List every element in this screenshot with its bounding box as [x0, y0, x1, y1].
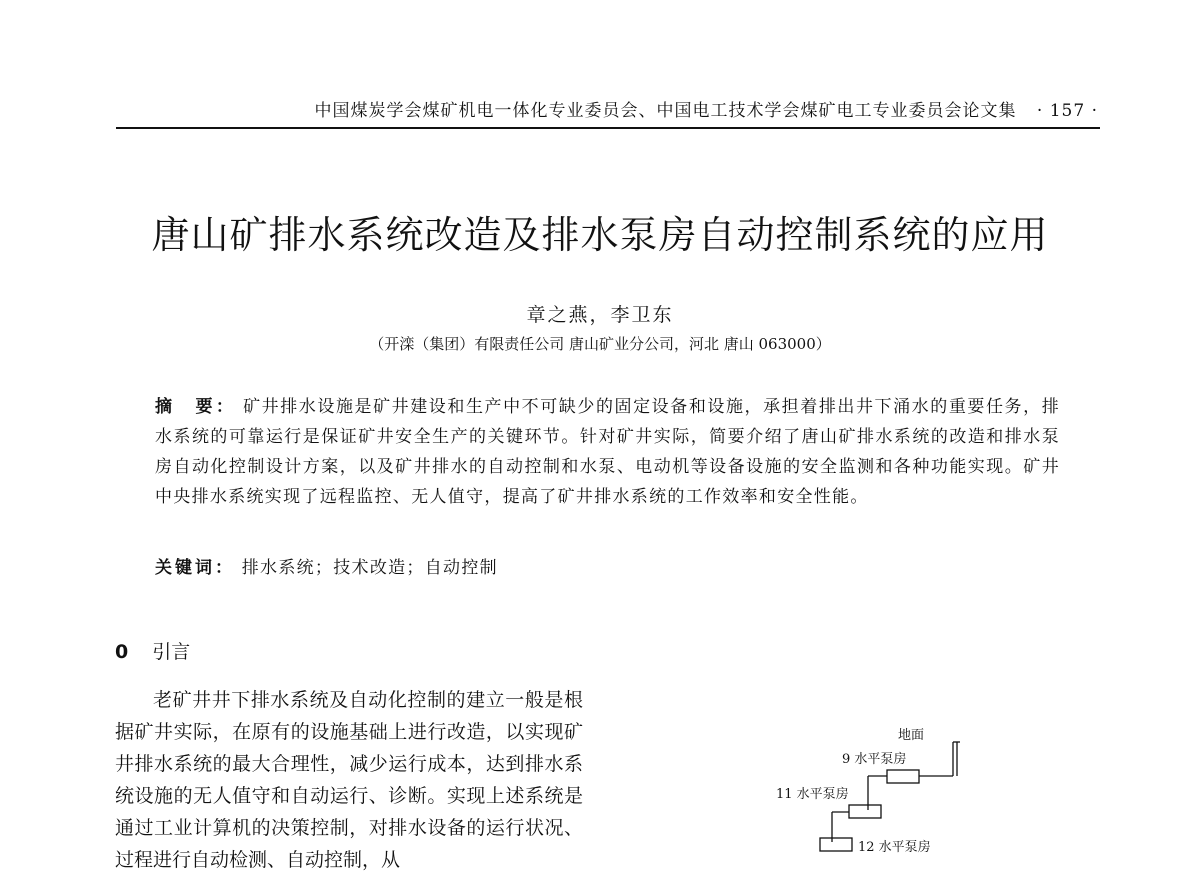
page-number: · 157 · — [1036, 101, 1098, 121]
keywords-text: 排水系统；技术改造；自动控制 — [241, 558, 498, 578]
running-header — [118, 96, 1098, 121]
keywords — [155, 553, 1060, 578]
article-authors: 章之燕，李卫东 — [526, 304, 674, 326]
keywords-label: 关键词： — [155, 558, 235, 578]
section-title: 引言 — [152, 641, 191, 663]
section-number: 0 — [115, 641, 129, 663]
surface-label: 地面 — [898, 728, 925, 743]
pump-station-diagram — [760, 712, 1000, 862]
journal-name: 中国煤炭学会煤矿机电一体化专业委员会、中国电工技术学会煤矿电工专业委员会论文集 — [314, 101, 1017, 121]
abstract-label: 摘 要： — [155, 397, 237, 417]
article-affiliation: （开滦（集团）有限责任公司 唐山矿业分公司，河北 唐山 063000） — [369, 335, 831, 353]
level12-label: 12 水平泵房 — [858, 840, 931, 855]
abstract — [155, 392, 1060, 512]
header-rule — [116, 127, 1100, 129]
article-title: 唐山矿排水系统改造及排水泵房自动控制系统的应用 — [151, 213, 1049, 257]
section-heading — [115, 637, 190, 664]
level9-pump-box — [887, 770, 919, 783]
level11-label: 11 水平泵房 — [776, 787, 849, 802]
body-paragraph: 老矿井井下排水系统及自动化控制的建立一般是根据矿井实际，在原有的设施基础上进行改造，以实现矿井排水系统的最大合理性，减少运行成本，达到排水系统设施的无人值守和自动运行、诊断。实现上述系统是通过工业计算机的决策控制，对排水设备的运行状况、过程进行自动检测、自动控制，从 — [115, 689, 583, 871]
level9-label: 9 水平泵房 — [842, 752, 907, 767]
level12-pump-box — [820, 838, 852, 851]
level11-pump-box — [849, 805, 881, 818]
abstract-text: 矿井排水设施是矿井建设和生产中不可缺少的固定设备和设施，承担着排出井下涌水的重要任务，排水系统的可靠运行是保证矿井安全生产的关键环节。针对矿井实际，简要介绍了唐山矿排水系统的改造和排水泵房自动化控制设计方案，以及矿井排水的自动控制和水泵、电动机等设备设施的安全监测和各种功能实现。矿井中央排水系统实现了远程监控、无人值守，提高了矿井排水系统的工作效率和安全性能。 — [155, 397, 1060, 507]
